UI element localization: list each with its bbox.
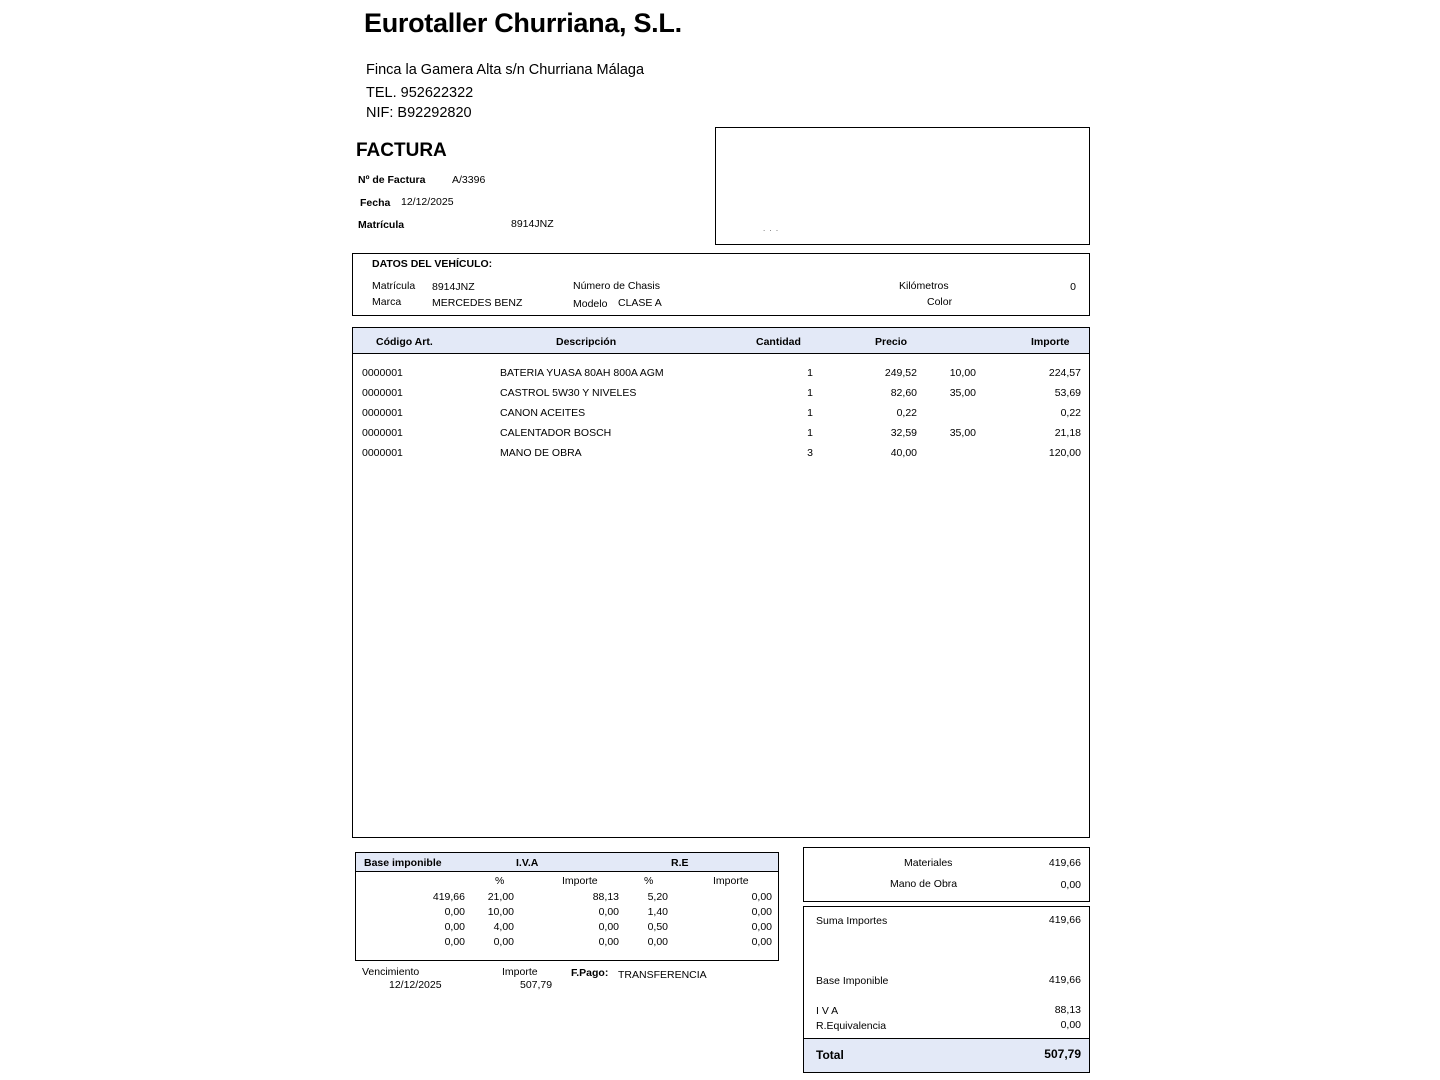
payment-method-label: F.Pago: — [571, 967, 609, 979]
table-row — [353, 447, 1089, 467]
invoice-number-label: Nº de Factura — [358, 174, 426, 186]
tax-re-pct: 5,20 — [647, 891, 668, 903]
invoice-date: 12/12/2025 — [401, 196, 454, 208]
tax-row — [356, 921, 778, 936]
tax-re-pct: 0,00 — [647, 936, 668, 948]
tax-base: 0,00 — [444, 921, 465, 933]
vehicle-chassis-label: Número de Chasis — [573, 280, 660, 292]
header-quantity: Cantidad — [756, 336, 801, 348]
items-table — [352, 327, 1090, 838]
row-code: 0000001 — [362, 447, 403, 459]
due-label: Vencimiento — [362, 966, 420, 978]
tax-breakdown — [355, 852, 779, 961]
vehicle-plate-label: Matrícula — [372, 280, 416, 292]
labour-label: Mano de Obra — [890, 878, 958, 890]
tax-iva-amount: 0,00 — [598, 936, 619, 948]
client-placeholder: . . . — [763, 224, 780, 233]
row-description: MANO DE OBRA — [500, 447, 582, 459]
row-description: BATERIA YUASA 80AH 800A AGM — [500, 367, 664, 379]
vehicle-model: CLASE A — [618, 297, 662, 309]
row-quantity: 1 — [807, 367, 813, 379]
row-price: 32,59 — [890, 427, 917, 439]
vehicle-color-label: Color — [927, 296, 953, 308]
tax-iva-pct: 10,00 — [487, 906, 514, 918]
tax-iva-amount: 0,00 — [598, 906, 619, 918]
company-address: Finca la Gamera Alta s/n Churriana Málaga — [366, 62, 645, 78]
row-quantity: 1 — [807, 387, 813, 399]
row-discount: 35,00 — [949, 387, 976, 399]
tax-iva-pct: 21,00 — [487, 891, 514, 903]
tax-re-amount: 0,00 — [751, 921, 772, 933]
row-description: CANON ACEITES — [500, 407, 586, 419]
invoice-plate-label: Matrícula — [358, 219, 405, 231]
due-date: 12/12/2025 — [389, 979, 442, 991]
tax-sub-iva-amount: Importe — [562, 875, 598, 887]
tax-re-amount: 0,00 — [751, 891, 772, 903]
invoice-plate: 8914JNZ — [511, 218, 554, 230]
row-code: 0000001 — [362, 367, 403, 379]
row-amount: 120,00 — [1048, 447, 1081, 459]
labour-value: 0,00 — [1060, 879, 1081, 891]
re-label: R.Equivalencia — [816, 1020, 887, 1032]
sum-label: Suma Importes — [816, 915, 888, 927]
vehicle-title: DATOS DEL VEHÍCULO: — [372, 258, 493, 270]
tax-iva-amount: 88,13 — [592, 891, 619, 903]
vehicle-brand: MERCEDES BENZ — [432, 297, 523, 309]
row-price: 82,60 — [890, 387, 917, 399]
tax-re-pct: 0,50 — [647, 921, 668, 933]
table-row — [353, 427, 1089, 447]
tax-sub-re-pct: % — [644, 875, 654, 887]
tax-header-base: Base imponible — [364, 857, 442, 869]
tax-re-amount: 0,00 — [751, 906, 772, 918]
total-bar — [804, 1038, 1089, 1072]
row-quantity: 3 — [807, 447, 813, 459]
company-tel: TEL. 952622322 — [366, 85, 474, 101]
materials-value: 419,66 — [1048, 857, 1081, 869]
materials-box — [803, 847, 1090, 902]
tax-row — [356, 936, 778, 951]
row-discount: 10,00 — [949, 367, 976, 379]
company-nif: NIF: B92292820 — [366, 105, 472, 121]
tax-header-iva: I.V.A — [516, 857, 539, 869]
re-value: 0,00 — [1060, 1019, 1081, 1031]
materials-label: Materiales — [904, 857, 953, 869]
total-label: Total — [816, 1048, 844, 1062]
tax-base: 0,00 — [444, 906, 465, 918]
invoice-date-label: Fecha — [360, 197, 391, 209]
base-label: Base Imponible — [816, 975, 889, 987]
iva-label: I V A — [816, 1005, 839, 1017]
header-price: Precio — [875, 336, 908, 348]
header-amount: Importe — [1031, 336, 1070, 348]
row-code: 0000001 — [362, 427, 403, 439]
vehicle-model-label: Modelo — [573, 298, 608, 310]
payment-amount: 507,79 — [520, 979, 553, 991]
total-value: 507,79 — [1044, 1047, 1081, 1061]
vehicle-brand-label: Marca — [372, 296, 402, 308]
table-row — [353, 367, 1089, 387]
row-price: 249,52 — [884, 367, 917, 379]
base-value: 419,66 — [1048, 974, 1081, 986]
table-row — [353, 407, 1089, 427]
tax-sub-re-amount: Importe — [713, 875, 749, 887]
sum-value: 419,66 — [1048, 914, 1081, 926]
row-code: 0000001 — [362, 407, 403, 419]
iva-value: 88,13 — [1054, 1004, 1081, 1016]
tax-base: 419,66 — [432, 891, 465, 903]
invoice-title: FACTURA — [356, 140, 447, 161]
vehicle-plate: 8914JNZ — [432, 281, 475, 293]
header-description: Descripción — [556, 336, 617, 348]
tax-iva-pct: 0,00 — [493, 936, 514, 948]
tax-iva-amount: 0,00 — [598, 921, 619, 933]
row-quantity: 1 — [807, 407, 813, 419]
client-box — [715, 127, 1090, 245]
row-quantity: 1 — [807, 427, 813, 439]
header-code: Código Art. — [376, 336, 433, 348]
company-name: Eurotaller Churriana, S.L. — [364, 8, 682, 38]
tax-base: 0,00 — [444, 936, 465, 948]
vehicle-km-label: Kilómetros — [899, 280, 949, 292]
tax-re-pct: 1,40 — [647, 906, 668, 918]
payment-method: TRANSFERENCIA — [618, 969, 707, 981]
row-amount: 53,69 — [1054, 387, 1081, 399]
row-discount: 35,00 — [949, 427, 976, 439]
table-row — [353, 387, 1089, 407]
row-code: 0000001 — [362, 387, 403, 399]
tax-sub-iva-pct: % — [495, 875, 505, 887]
tax-row — [356, 891, 778, 906]
tax-header-re: R.E — [671, 857, 689, 869]
vehicle-box — [352, 253, 1090, 316]
tax-row — [356, 906, 778, 921]
tax-re-amount: 0,00 — [751, 936, 772, 948]
invoice-number: A/3396 — [452, 174, 486, 186]
tax-header — [356, 853, 778, 872]
summary-box — [803, 906, 1090, 1073]
row-amount: 21,18 — [1054, 427, 1081, 439]
row-description: CASTROL 5W30 Y NIVELES — [500, 387, 637, 399]
items-header — [353, 328, 1089, 354]
tax-iva-pct: 4,00 — [493, 921, 514, 933]
payment-amount-label: Importe — [502, 966, 538, 978]
row-amount: 0,22 — [1060, 407, 1081, 419]
row-description: CALENTADOR BOSCH — [500, 427, 612, 439]
row-price: 40,00 — [890, 447, 917, 459]
row-price: 0,22 — [896, 407, 917, 419]
row-amount: 224,57 — [1048, 367, 1081, 379]
vehicle-km: 0 — [1070, 281, 1076, 293]
